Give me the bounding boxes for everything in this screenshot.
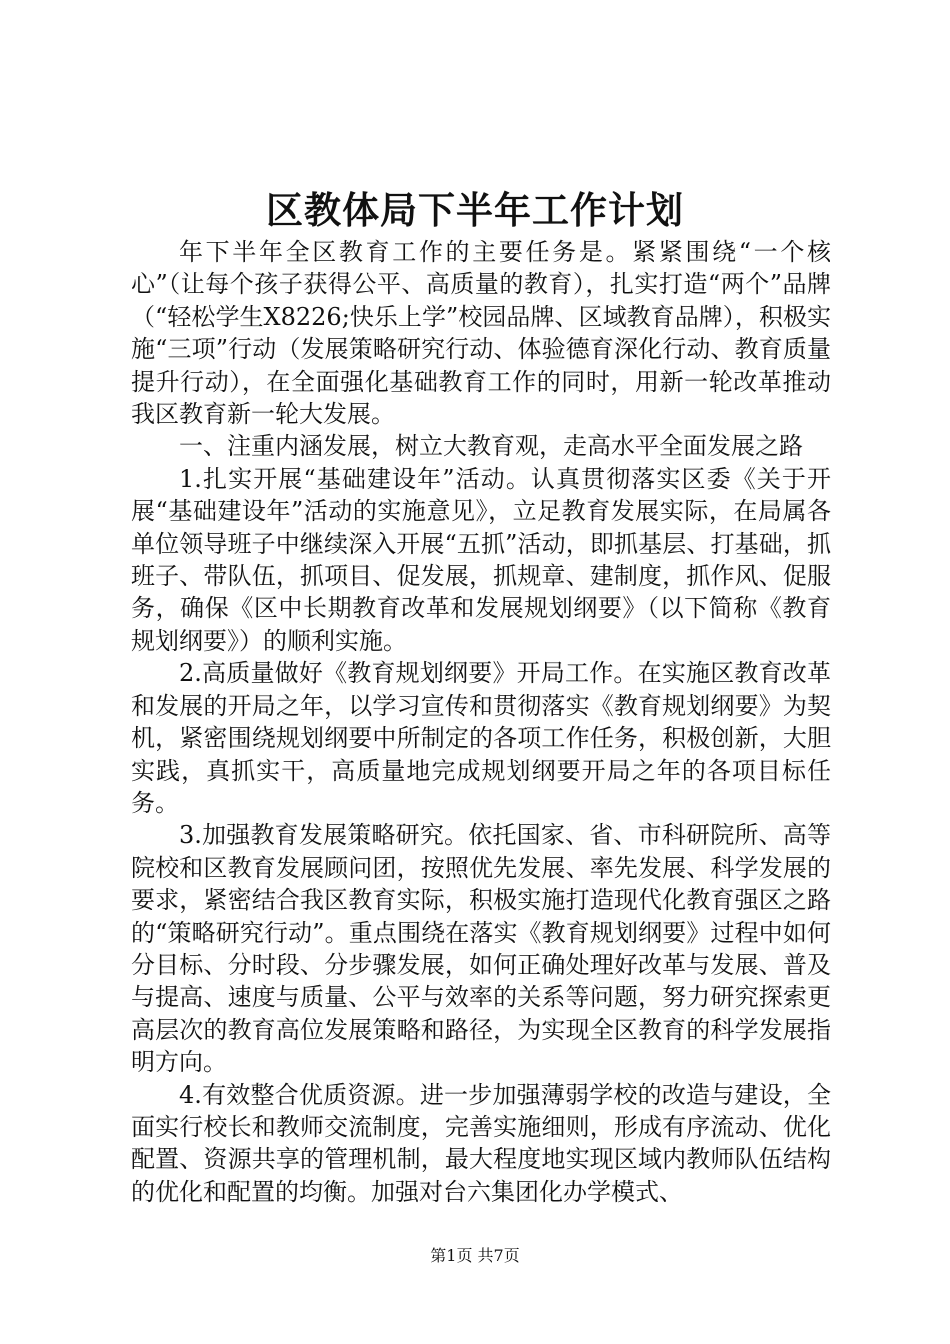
paragraph-item-2: 2.高质量做好《教育规划纲要》开局工作。在实施区教育改革和发展的开局之年，以学习宣传和贯彻落实《教育规划纲要》为契机，紧密围绕规划纲要中所制定的各项工作任务，积极创新，大胆实践，真抓实干，高质量地完成规划纲要开局之年的各项目标任务。 [131, 659, 831, 817]
paragraph-intro: 年下半年全区教育工作的主要任务是。紧紧围绕“一个核心”（让每个孩子获得公平、高质量的教育），扎实打造“两个”品牌（“轻松学生X8226;快乐上学”校园品牌、区域教育品牌），积极实施“三项”行动（发展策略研究行动、体验德育深化行动、教育质量提升行动），在全面强化基础教育工作的同时，用新一轮改革推动我区教育新一轮大发展。 [131, 238, 831, 429]
document-body [131, 236, 831, 1208]
paragraph-item-1: 1.扎实开展“基础建设年”活动。认真贯彻落实区委《关于开展“基础建设年”活动的实施意见》，立足教育发展实际，在局属各单位领导班子中继续深入开展“五抓”活动，即抓基层、打基础，抓班子、带队伍，抓项目、促发展，抓规章、建制度，抓作风、促服务，确保《区中长期教育改革和发展规划纲要》（以下简称《教育规划纲要》）的顺利实施。 [131, 464, 831, 655]
page-footer: 第1页 共7页 [430, 1246, 520, 1265]
paragraph-item-4: 4.有效整合优质资源。进一步加强薄弱学校的改造与建设，全面实行校长和教师交流制度，完善实施细则，形成有序流动、优化配置、资源共享的管理机制，最大程度地实现区域内教师队伍结构的优化和配置的均衡。加强对台六集团化办学模式、 [131, 1080, 831, 1206]
paragraph-item-3: 3.加强教育发展策略研究。依托国家、省、市科研院所、高等院校和区教育发展顾问团，按照优先发展、率先发展、科学发展的要求，紧密结合我区教育实际，积极实施打造现代化教育强区之路的“策略研究行动”。重点围绕在落实《教育规划纲要》过程中如何分目标、分时段、分步骤发展，如何正确处理好改革与发展、普及与提高、速度与质量、公平与效率的关系等问题，努力研究探索更高层次的教育高位发展策略和路径，为实现全区教育的科学发展指明方向。 [131, 821, 831, 1077]
section-heading-1: 一、注重内涵发展，树立大教育观，走高水平全面发展之路 [179, 432, 803, 461]
document-title: 区教体局下半年工作计划 [266, 188, 684, 232]
